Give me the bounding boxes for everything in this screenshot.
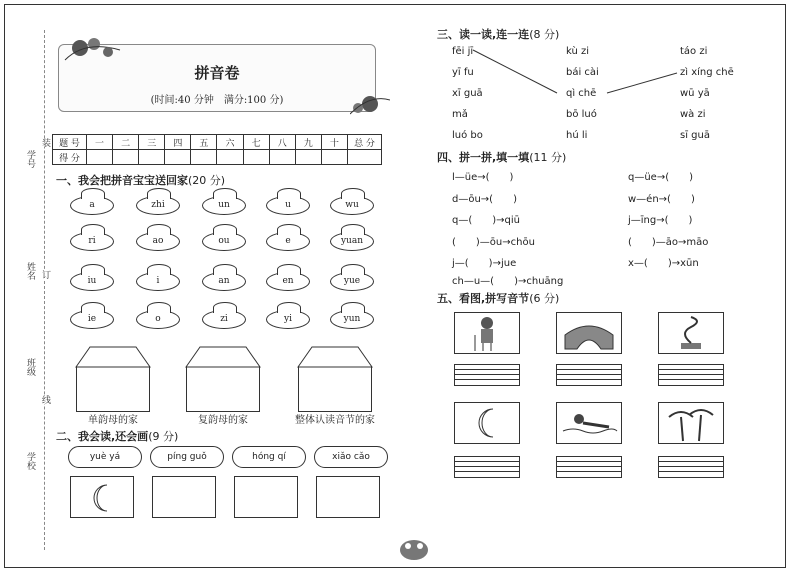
drawing-box[interactable] [234, 476, 298, 518]
section-1-heading [56, 172, 225, 188]
pinyin-bean[interactable]: en [266, 272, 310, 291]
roof-icon [180, 346, 266, 368]
writing-lines[interactable] [556, 456, 622, 478]
pinyin-bean[interactable]: e [266, 232, 310, 251]
fill-in-item[interactable]: x—( )→xūn [628, 258, 699, 269]
pinyin-word[interactable]: luó bo [452, 130, 483, 141]
house-body[interactable] [76, 366, 150, 412]
class-label: 班级 [25, 358, 35, 376]
section-3-title: 三、读一读,连一连 [437, 28, 530, 41]
score-header-cell: 九 [295, 135, 321, 150]
pinyin-bean[interactable]: i [136, 272, 180, 291]
fill-in-item[interactable]: d—ōu→( ) [452, 194, 517, 205]
pinyin-bean[interactable]: yuan [330, 232, 374, 251]
score-header-cell: 四 [165, 135, 191, 150]
writing-lines[interactable] [658, 364, 724, 386]
section-2-title: 二、我会读,还会画 [56, 430, 149, 443]
pinyin-bean[interactable]: yun [330, 310, 374, 329]
exam-info: (时间:40 分钟 满分:100 分) [150, 95, 284, 106]
swimmer-icon [557, 403, 621, 443]
section-4-title: 四、拼一拼,填一填 [437, 151, 530, 164]
pinyin-bean[interactable]: wu [330, 196, 374, 215]
pinyin-word[interactable]: táo zi [680, 46, 708, 57]
score-header-cell: 七 [243, 135, 269, 150]
pinyin-bean[interactable]: yue [330, 272, 374, 291]
pinyin-word[interactable]: fēi jī [452, 46, 474, 57]
section-2-points: (9 分) [148, 430, 179, 443]
pinyin-bean[interactable]: ri [70, 232, 114, 251]
matching-lines [437, 40, 737, 150]
crescent-moon-icon [71, 477, 133, 517]
section-5-points: (6 分) [529, 292, 560, 305]
school-label: 学校 [25, 452, 35, 470]
binding-mark-ding: 订 [40, 270, 50, 279]
cloud-word: xiǎo cǎo [314, 446, 388, 468]
score-cell[interactable] [321, 150, 347, 165]
picture-frame [556, 402, 622, 444]
score-row-label: 得 分 [53, 150, 87, 165]
student-id-label: 学号 [25, 150, 35, 168]
score-cell[interactable] [113, 150, 139, 165]
pinyin-word[interactable]: zì xíng chē [680, 67, 734, 78]
score-cell[interactable] [295, 150, 321, 165]
section-5-heading [437, 290, 559, 306]
fill-in-item[interactable]: q—üe→( ) [628, 172, 694, 183]
section-4-heading [437, 149, 566, 165]
section-3-points: (8 分) [529, 28, 560, 41]
drawing-box[interactable] [70, 476, 134, 518]
score-cell[interactable] [217, 150, 243, 165]
stone-bridge-icon [557, 313, 621, 353]
writing-lines[interactable] [556, 364, 622, 386]
house-label: 整体认读音节的家 [295, 415, 375, 426]
score-cell[interactable] [269, 150, 295, 165]
writing-lines[interactable] [454, 456, 520, 478]
score-header-cell: 六 [217, 135, 243, 150]
pinyin-bean[interactable]: o [136, 310, 180, 329]
picture-frame [454, 402, 520, 444]
score-cell[interactable] [165, 150, 191, 165]
house-label: 复韵母的家 [198, 415, 248, 426]
section-1-points: (20 分) [188, 174, 226, 187]
pinyin-word[interactable]: yī fu [452, 67, 474, 78]
cloud-word: hóng qí [232, 446, 306, 468]
drawing-box[interactable] [316, 476, 380, 518]
section-4-points: (11 分) [529, 151, 567, 164]
pinyin-word[interactable]: bō luó [566, 109, 597, 120]
pinyin-bean[interactable]: yi [266, 310, 310, 329]
score-cell[interactable] [348, 150, 382, 165]
palm-trees-icon [659, 403, 723, 443]
mascot-icon [394, 534, 434, 562]
score-cell[interactable] [191, 150, 217, 165]
pinyin-word[interactable]: hú li [566, 130, 588, 141]
picture-frame [658, 402, 724, 444]
writing-lines[interactable] [658, 456, 724, 478]
fill-in-item[interactable]: q—( )→qiū [452, 215, 520, 226]
statue-icon [659, 313, 723, 353]
picture-frame [454, 312, 520, 354]
writing-lines[interactable] [454, 364, 520, 386]
pinyin-word[interactable]: bái cài [566, 67, 599, 78]
score-cell[interactable] [139, 150, 165, 165]
pinyin-word[interactable]: wū yā [680, 88, 710, 99]
grandma-icon [455, 313, 519, 353]
score-header-cell: 十 [321, 135, 347, 150]
score-header-cell: 五 [191, 135, 217, 150]
pinyin-bean[interactable]: a [70, 196, 114, 215]
drawing-box[interactable] [152, 476, 216, 518]
score-header-cell: 总 分 [348, 135, 382, 150]
fill-in-item[interactable]: j—( )→jue [452, 258, 517, 269]
pinyin-bean[interactable]: ao [136, 232, 180, 251]
crescent-moon-icon [455, 403, 519, 443]
house-body[interactable] [298, 366, 372, 412]
pinyin-bean[interactable]: zhi [136, 196, 180, 215]
score-header-cell: 八 [269, 135, 295, 150]
house-body[interactable] [186, 366, 260, 412]
picture-frame [658, 312, 724, 354]
fill-in-item[interactable]: ch—u—( )→chuāng [452, 276, 564, 287]
picture-frame [556, 312, 622, 354]
roof-icon [70, 346, 156, 368]
score-header-cell: 二 [113, 135, 139, 150]
fill-in-item[interactable]: w—én→( ) [628, 194, 695, 205]
pinyin-word[interactable]: xī guā [452, 88, 483, 99]
name-label: 姓名 [25, 262, 35, 280]
section-2-heading [56, 428, 178, 444]
pinyin-word[interactable]: mǎ [452, 109, 468, 120]
pinyin-word[interactable]: kù zi [566, 46, 590, 57]
cloud-word: yuè yá [68, 446, 142, 468]
pinyin-bean[interactable]: u [266, 196, 310, 215]
pinyin-bean[interactable]: ie [70, 310, 114, 329]
binding-mark-zhuang: 装 [40, 138, 50, 147]
fill-in-item[interactable]: ( )—ōu→chōu [452, 237, 535, 248]
house-label: 单韵母的家 [88, 415, 138, 426]
roof-icon [292, 346, 378, 368]
page-title: 拼音卷 [194, 64, 240, 82]
section-1-title: 一、我会把拼音宝宝送回家 [56, 174, 188, 187]
binding-mark-xian: 线 [40, 395, 50, 404]
pinyin-bean[interactable]: zi [202, 310, 246, 329]
score-cell[interactable] [87, 150, 113, 165]
binding-line [44, 30, 45, 550]
score-cell[interactable] [243, 150, 269, 165]
section-5-title: 五、看图,拼写音节 [437, 292, 530, 305]
pinyin-word[interactable]: qì chē [566, 88, 597, 99]
pinyin-word[interactable]: wà zi [680, 109, 706, 120]
score-header-cell: 题 号 [53, 135, 87, 150]
pinyin-bean[interactable]: iu [70, 272, 114, 291]
score-table [52, 134, 382, 165]
score-header-cell: 三 [139, 135, 165, 150]
fill-in-item[interactable]: j—īng→( ) [628, 215, 693, 226]
pinyin-bean[interactable]: un [202, 196, 246, 215]
pinyin-bean[interactable]: an [202, 272, 246, 291]
pinyin-word[interactable]: sī guā [680, 130, 710, 141]
fill-in-item[interactable]: l—üe→( ) [452, 172, 514, 183]
cloud-word: píng guǒ [150, 446, 224, 468]
fill-in-item[interactable]: ( )—āo→māo [628, 237, 709, 248]
pinyin-bean[interactable]: ou [202, 232, 246, 251]
score-header-cell: 一 [87, 135, 113, 150]
